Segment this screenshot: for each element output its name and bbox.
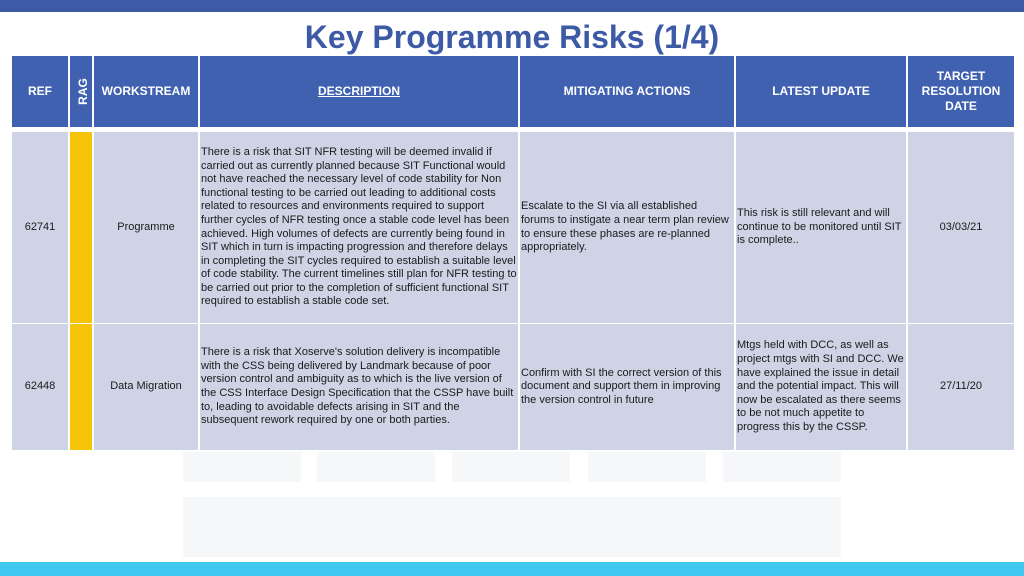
header-workstream: WORKSTREAM xyxy=(94,56,198,127)
ref-cell: 62448 xyxy=(12,323,68,450)
background-box xyxy=(183,497,841,557)
header-description-label: DESCRIPTION xyxy=(317,84,400,98)
description-cell: There is a risk that SIT NFR testing will be deemed invalid if carried out as currently planned because SIT Functional would not have reached the necessary level of code stability for Non functional testing to be carried out leading to additional costs related to resources and environments required to support further cycles of NFR testing once a stable code level has been achieved. High volumes of defects are currently being found in SIT which in turn is impacting progression and therefore delays in completing the SIT cycles required to establish a suitable level of code stability. The current timelines still plan for NFR testing to be carried out prior to the completion of sufficient functional SIT required to establish a stable code set. xyxy=(200,131,518,323)
workstream-cell: Data Migration xyxy=(94,323,198,450)
background-box xyxy=(588,452,706,482)
latest-update-cell: Mtgs held with DCC, as well as project mtgs with SI and DCC. We have explained the issue in detail and the potential impact. This will now be escalated as there seems to be not much appetite to progress this by the CSSP. xyxy=(736,323,906,450)
background-box xyxy=(183,452,301,482)
header-target-resolution-date: TARGET RESOLUTION DATE xyxy=(908,56,1014,127)
table-row xyxy=(12,131,1014,323)
workstream-cell: Programme xyxy=(94,131,198,323)
risk-table xyxy=(10,56,1016,450)
header-rag xyxy=(70,56,92,127)
background-box xyxy=(723,452,841,482)
target-date-cell: 27/11/20 xyxy=(908,323,1014,450)
bottom-accent-bar xyxy=(0,562,1024,576)
header-mitigating-actions: MITIGATING ACTIONS xyxy=(520,56,734,127)
table-row xyxy=(12,323,1014,450)
description-cell: There is a risk that Xoserve's solution delivery is incompatible with the CSS being delivered by Landmark because of poor version control and ambiguity as to which is the live version of the CSS Interface Design Specification that the CSSP have built to, leading to avoidable defects arising in SIT and the subsequent rework required by one or both parties. xyxy=(200,323,518,450)
target-date-cell: 03/03/21 xyxy=(908,131,1014,323)
latest-update-cell: This risk is still relevant and will continue to be monitored until SIT is complete.. xyxy=(736,131,906,323)
header-ref: REF xyxy=(12,56,68,127)
mitigating-actions-cell: Confirm with SI the correct version of this document and support them in improving the version control in future xyxy=(520,323,734,450)
top-accent-bar xyxy=(0,0,1024,12)
rag-status-cell xyxy=(70,131,92,323)
mitigating-actions-cell: Escalate to the SI via all established forums to instigate a near term plan review to ensure these phases are re-planned appropriately. xyxy=(520,131,734,323)
header-row xyxy=(12,56,1014,127)
header-description xyxy=(200,56,518,127)
background-box xyxy=(317,452,435,482)
rag-status-cell xyxy=(70,323,92,450)
header-latest-update: LATEST UPDATE xyxy=(736,56,906,127)
ref-cell: 62741 xyxy=(12,131,68,323)
background-box xyxy=(452,452,570,482)
header-rag-label: RAG xyxy=(75,78,90,105)
page-title: Key Programme Risks (1/4) xyxy=(304,19,720,55)
